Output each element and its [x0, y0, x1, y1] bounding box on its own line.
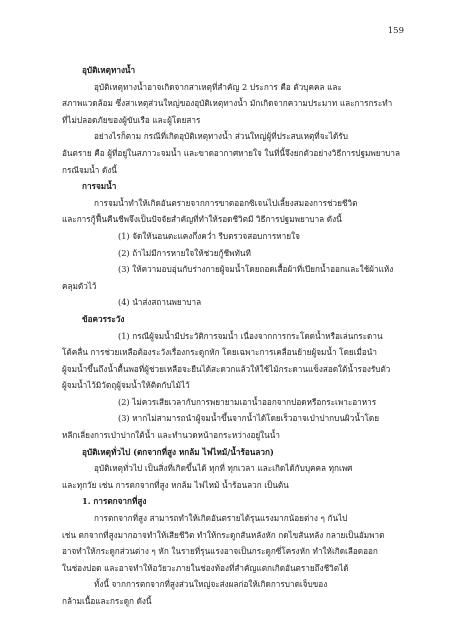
text-line: ผู้จมน้ำไว้มิวัตถุผู้จมน้ำให้ติดกับไม้ไว้ — [62, 380, 190, 391]
text-line: กรณีจมน้ำ ดังนี้ — [62, 164, 117, 175]
text-line: และการกู้ฟื้นคืนชีพจึงเป็นปัจจัยสำคัญที่ทำให้รอดชีวิตมี วิธีการปฐมพยาบาล ดังนี้ — [62, 214, 342, 225]
section-heading: 1. การตกจากที่สูง — [82, 496, 147, 507]
text-line: การจมน้ำทำให้เกิดอันตรายจากการขาดออกซิเจนไปเลี้ยงสมองการช่วยชีวิต — [94, 197, 358, 208]
text-line: ทั้งนี้ จากการตกจากที่สูงส่วนใหญ่จะส่งผลก่อให้เกิดการบาดเจ็บของ — [94, 579, 328, 590]
text-line: อันตราย คือ ผู้ที่อยู่ในสภาวะจมน้ำ และขาดอากาศหายใจ ในที่นี้จึงยกตัวอย่างวิธีการปฐมพยาบาล — [62, 147, 400, 158]
text-line: คลุมตัวไว้ — [62, 280, 97, 291]
body-text — [62, 62, 402, 610]
text-line: (2) ถ้าไม่มีการหายใจให้ช่วยกู้ชีพทันที — [118, 247, 251, 258]
text-line: สภาพแวดล้อม ซึ่งสาเหตุส่วนใหญ่ของอุบัติเหตุทางน้ำ มักเกิดจากความประมาท และการกระทำ — [62, 98, 393, 109]
text-line: ที่ไม่ปลอดภัยของผู้ขับเรือ และผู้โดยสาร — [62, 114, 201, 125]
page-number: 159 — [387, 26, 404, 36]
text-line: (3) ให้ความอบอุ่นกับร่างกายผู้จมน้ำโดยถอดเสื้อผ้าที่เปียกน้ำออกและใช้ผ้าแห้ง — [118, 264, 394, 275]
text-line: (1) กรณีผู้จมน้ำมีประวัติการจมน้ำ เนื่องจากการกระโดดน้ำหรือเล่นกระดาน — [118, 330, 383, 341]
text-line: อาจทำให้กระดูกส่วนต่าง ๆ หัก ในรายที่รุนแรงอาจเป็นกระดูกซี่โครงหัก ทำให้เกิดเลือดออก — [62, 546, 378, 557]
text-line: กล้ามเนื้อและกระดูก ดังนี้ — [62, 596, 152, 606]
text-line: ผู้จมน้ำขึ้นถึงน้ำตื้นพอที่ผู้ช่วยเหลือจะยืนได้สะดวกแล้วให้ใช้ไม้กระดานแข็งสอดใต้น้ำรองรับตัว — [62, 363, 391, 374]
text-line: (3) หากไม่สามารถนำผู้จมน้ำขึ้นจากน้ำได้โดยเร็วอาจเป่าปากบนผิวน้ำโดย — [118, 413, 380, 424]
text-line: เช่น ตกจากที่สูงมากอาจทำให้เสียชีวิต ทำให้กระดูกสันหลังหัก กดไขสันหลัง กลายเป็นอัมพาต — [62, 529, 385, 540]
text-line: อุบัติเหตุทางน้ำอาจเกิดจากสาเหตุที่สำคัญ 2 ประการ คือ ตัวบุคคล และ — [94, 81, 342, 92]
text-line: โต้คลื่น การช่วยเหลือต้องระวังเรื่องกระดูกหัก โดยเฉพาะการเคลื่อนย้ายผู้จมน้ำ โดยเมื่อนำ — [62, 347, 377, 358]
text-line: ในช่องปอด และอาจทำให้อวัยวะภายในช่องท้องที่สำคัญแตกเกิดอันตรายถึงชีวิตได้ — [62, 562, 349, 573]
text-line: การตกจากที่สูง สามารถทำให้เกิดอันตรายได้รุนแรงมากน้อยต่าง ๆ กันไป — [94, 513, 348, 524]
text-line: (1) จัดให้นอนตะแคงกึ่งคว่ำ รีบตรวจสอบการหายใจ — [118, 230, 300, 241]
text-line: อุบัติเหตุทั่วไป เป็นสิ่งที่เกิดขึ้นได้ ทุกที่ ทุกเวลา และเกิดได้กับบุคคล ทุกเพศ — [94, 463, 353, 474]
section-heading: การจมน้ำ — [82, 181, 117, 192]
section-heading: อุบัติเหตุทางน้ำ — [82, 65, 136, 75]
text-line: อย่างไรก็ตาม กรณีที่เกิดอุบัติเหตุทางน้ำ ส่วนใหญ่ผู้ที่ประสบเหตุที่จะได้รับ — [94, 131, 348, 142]
text-line: หลีกเลี่ยงการเป่าปากใต้น้ำ และทำนวดหน้าอกระหว่างอยู่ในน้ำ — [62, 430, 280, 441]
section-heading: ข้อควรระวัง — [82, 313, 125, 324]
text-line: (2) ไม่ควรเสียเวลากับการพยายามเอาน้ำออกจากปอดหรือกระเพาะอาหาร — [118, 396, 377, 407]
text-line: (4) นำส่งสถานพยาบาล — [118, 297, 202, 308]
section-heading: อุบัติเหตุทั่วไป (ตกจากที่สูง หกล้ม ไฟไหม้/น้ำร้อนลวก) — [82, 446, 274, 457]
text-line: และทุกวัย เช่น การตกจากที่สูง หกล้ม ไฟไหม้ น้ำร้อนลวก เป็นต้น — [62, 479, 289, 490]
